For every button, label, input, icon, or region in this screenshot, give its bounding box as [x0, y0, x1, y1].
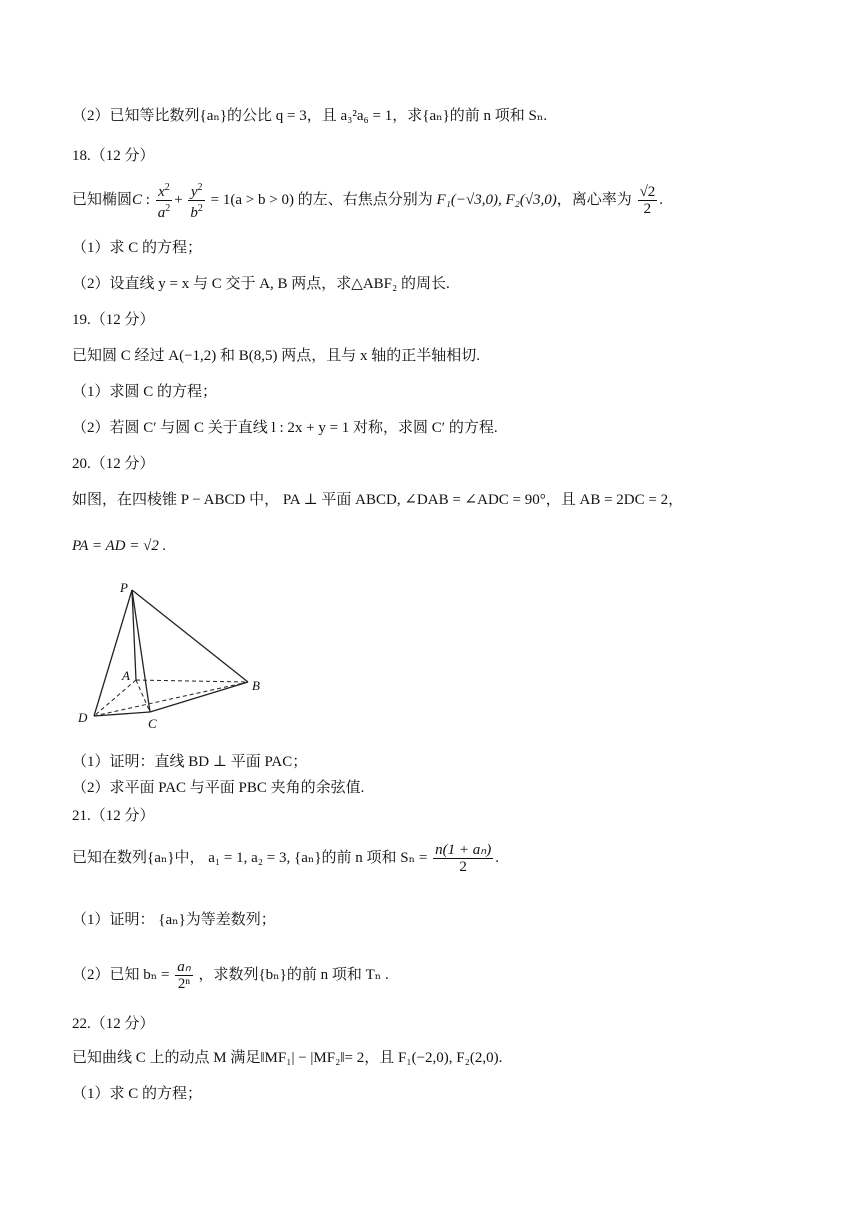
- q21-stem-prefix: 已知在数列{aₙ}中， a₁ = 1, a₂ = 3, {aₙ}的前 n 项和 Sₙ =: [72, 850, 428, 866]
- q21-heading: 21.（12 分）: [72, 808, 155, 824]
- edge-CB: [150, 682, 248, 712]
- q21-p2-suffix: ，求数列{bₙ}的前 n 项和 Tₙ .: [198, 967, 389, 983]
- q22-stem: 已知曲线 C 上的动点 M 满足‖MF₁| − |MF₂‖= 2，且 F₁(−2,0), F₂(2,0).: [72, 1050, 503, 1066]
- q18-frac-y: $\frac{y^2}{b^2}$: [190, 182, 203, 221]
- label-P: P: [120, 580, 128, 595]
- edge-AB: [136, 680, 248, 682]
- q20-part2: （2）求平面 PAC 与平面 PBC 夹角的余弦值.: [72, 780, 365, 796]
- q20-stem-line1: 如图，在四棱锥 P − ABCD 中， PA ⊥ 平面 ABCD, ∠DAB = ∠ADC = 90°，且 AB = 2DC = 2，: [72, 492, 684, 508]
- q21-sn-den: 2: [459, 859, 467, 876]
- q18-stem-mid: 的左、右焦点分别为: [297, 191, 433, 208]
- label-B: B: [252, 678, 260, 693]
- edge-PD: [94, 590, 132, 716]
- q20-part1: （1）证明：直线 BD ⊥ 平面 PAC；: [72, 754, 308, 770]
- q22-heading: 22.（12 分）: [72, 1016, 155, 1032]
- edge-DB: [94, 682, 248, 716]
- q18-stem-prefix: 已知椭圆: [72, 191, 133, 208]
- q18-frac-x: $\frac{x^2}{a^2}$: [157, 182, 171, 221]
- q18-ecc-num: √2: [639, 184, 656, 200]
- q18-ecc-den: 2: [643, 201, 652, 217]
- q21-stem: 已知在数列{aₙ}中， a₁ = 1, a₂ = 3, {aₙ}的前 n 项和 Sₙ = $\frac{\text{n(1 + aₙ)}}{2}$ .: [72, 842, 499, 876]
- q18-eq-tail: = 1(a > b > 0): [210, 191, 294, 208]
- label-D: D: [78, 710, 88, 725]
- pyramid-diagram: [72, 576, 272, 736]
- q19-heading: 19.（12 分）: [72, 312, 155, 328]
- q18-part2: （2）设直线 y = x 与 C 交于 A, B 两点，求△ABF₂ 的周长.: [72, 276, 450, 292]
- q21-bn-den: 2ⁿ: [177, 976, 191, 993]
- q17-part2: （2）已知等比数列{aₙ}的公比 q = 3，且 a₃²a₆ = 1，求{aₙ}的前 n 项和 Sₙ.: [72, 108, 548, 124]
- q20-heading: 20.（12 分）: [72, 456, 155, 472]
- edge-PB: [132, 590, 248, 682]
- q21-sn-num: n(1 + aₙ): [435, 842, 492, 859]
- q20-stem-line2: PA = AD = √2 .: [72, 538, 167, 554]
- q21-bn-num: aₙ: [177, 959, 191, 976]
- q18-foci: F₁(−√3,0), F₂(√3,0): [436, 191, 557, 208]
- q19-part2: （2）若圆 C′ 与圆 C 关于直线 l : 2x + y = 1 对称，求圆 C′ 的方程.: [72, 420, 498, 436]
- q19-stem: 已知圆 C 经过 A(−1,2) 和 B(8,5) 两点，且与 x 轴的正半轴相切.: [72, 348, 481, 364]
- q21-sn-frac: [433, 842, 493, 875]
- q21-p2-prefix: （2）已知 bₙ =: [72, 967, 170, 983]
- q22-part1: （1）求 C 的方程；: [72, 1086, 203, 1102]
- q18-stem: 已知椭圆C : $\frac{x^2}{a^2}$ + $\frac{y^2}{b^2}$ = 1(a > b > 0) 的左、右焦点分别为 F₁(−√3,0), F₂(√3,0)，离心率为 $\frac{√2}{2}$ .: [72, 182, 664, 221]
- q18-ecc-label: ，离心率为: [556, 191, 632, 208]
- q21-part2: [72, 956, 389, 994]
- label-A: A: [122, 668, 130, 683]
- edge-AD: [94, 680, 136, 716]
- q21-part1: （1）证明： {aₙ}为等差数列；: [72, 912, 276, 928]
- q21-bn-frac: [175, 959, 192, 992]
- q18-ecc-frac: [638, 184, 658, 217]
- q18-part1: （1）求 C 的方程；: [72, 240, 203, 256]
- q18-stem-c: C: [132, 191, 143, 208]
- q19-part1: （1）求圆 C 的方程；: [72, 384, 218, 400]
- label-C: C: [148, 716, 157, 731]
- pyramid-figure: [72, 576, 272, 741]
- q18-heading: 18.（12 分）: [72, 148, 155, 164]
